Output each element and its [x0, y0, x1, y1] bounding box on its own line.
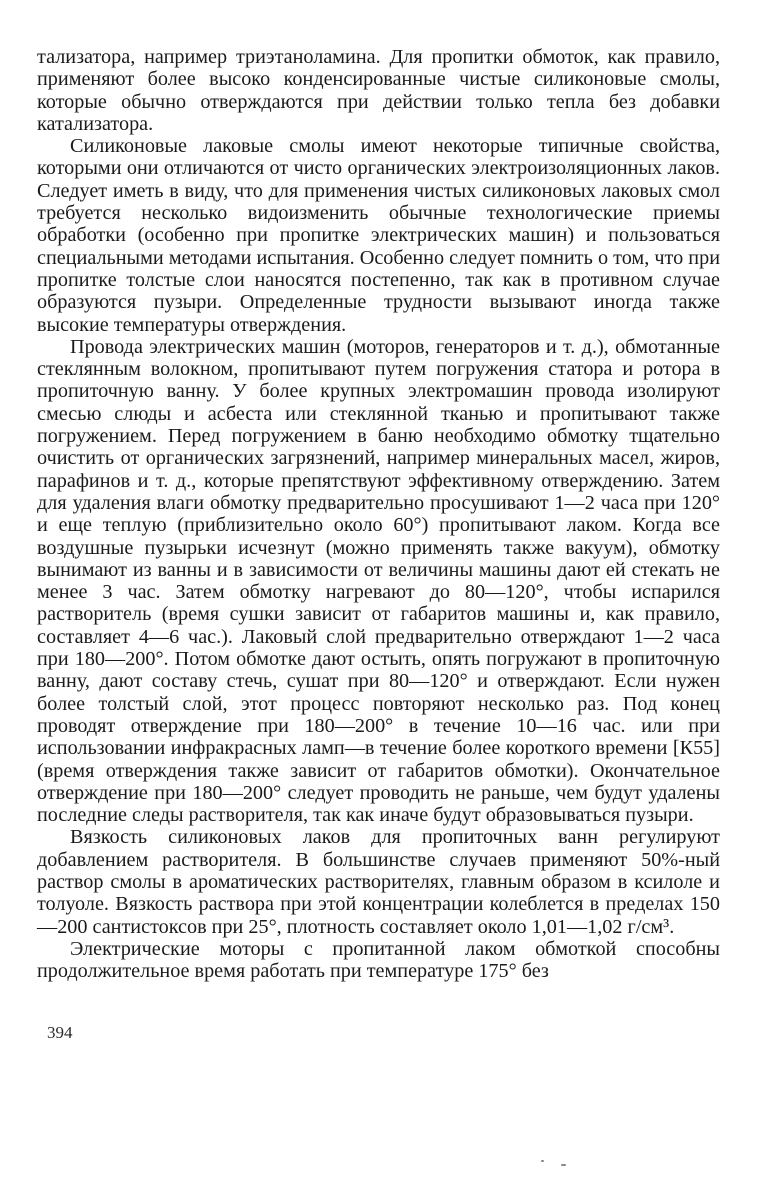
paragraph-2: Силиконовые лаковые смолы имеют некоторые типичные свойства, которыми они отличаются от чисто органических электроизоляционных лаков. Следует иметь в виду, что для применения чистых силиконовых лаковых смол требуется несколько видоизменить обычные технологические приемы обработки (особенно при пропитке электрических машин) и пользоваться специальными методами испытания. Особенно следует помнить о том, что при пропитке толстые слои наносятся постепенно, так как в противном случае образуются пузыри. Определенные трудности вызывают иногда также высокие температуры отверждения.	[37, 135, 720, 336]
paragraph-4: Вязкость силиконовых лаков для пропиточных ванн регулируют добавлением растворителя. В большинстве случаев применяют 50%-ный раствор смолы в ароматических растворителях, главным образом в ксилоле и толуоле. Вязкость раствора при этой концентрации колеблется в пределах 150—200 сантистоксов при 25°, плотность составляет около 1,01—1,02 г/см³.	[37, 826, 720, 938]
scan-speck	[541, 1160, 544, 1162]
paragraph-3: Провода электрических машин (моторов, генераторов и т. д.), обмотанные стеклянным волокном, пропитывают путем погружения статора и ротора в пропиточную ванну. У более крупных электромашин провода изолируют смесью слюды и асбеста или стеклянной тканью и пропитывают также погружением. Перед погружением в баню необходимо обмотку тщательно очистить от органических загрязнений, например минеральных масел, жиров, парафинов и т. д., которые препятствуют эффективному отверждению. Затем для удаления влаги обмотку предварительно просушивают 1—2 часа при 120° и еще теплую (приблизительно около 60°) пропитывают лаком. Когда все воздушные пузырьки исчезнут (можно применять также вакуум), обмотку вынимают из ванны и в зависимости от величины машины дают ей стекать не менее 3 час. Затем обмотку нагревают до 80—120°, чтобы испарился растворитель (время сушки зависит от габаритов машины и, как правило, составляет 4—6 час.). Лаковый слой предварительно отверждают 1—2 часа при 180—200°. Потом обмотке дают остыть, опять погружают в пропиточную ванну, дают составу стечь, сушат при 80—120° и отверждают. Если нужен более толстый слой, этот процесс повторяют несколько раз. Под конец проводят отверждение при 180—200° в течение 10—16 час. или при использовании инфракрасных ламп—в течение более короткого времени [К55] (время отверждения также зависит от габаритов обмотки). Окончательное отверждение при 180—200° следует проводить не раньше, чем будут удалены последние следы растворителя, так как иначе будут образовываться пузыри.	[37, 335, 720, 827]
scan-speck	[561, 1164, 566, 1166]
paragraph-1: тализатора, например триэтаноламина. Для пропитки обмоток, как правило, применяют более высоко конденсированные чистые силиконовые смолы, которые обычно отверждаются при действии только тепла без добавки катализатора.	[37, 46, 720, 135]
paragraph-5: Электрические моторы с пропитанной лаком обмоткой способны продолжительное время работать при температуре 175° без	[37, 937, 720, 983]
page-text	[37, 46, 720, 982]
page-number: 394	[47, 1023, 73, 1042]
